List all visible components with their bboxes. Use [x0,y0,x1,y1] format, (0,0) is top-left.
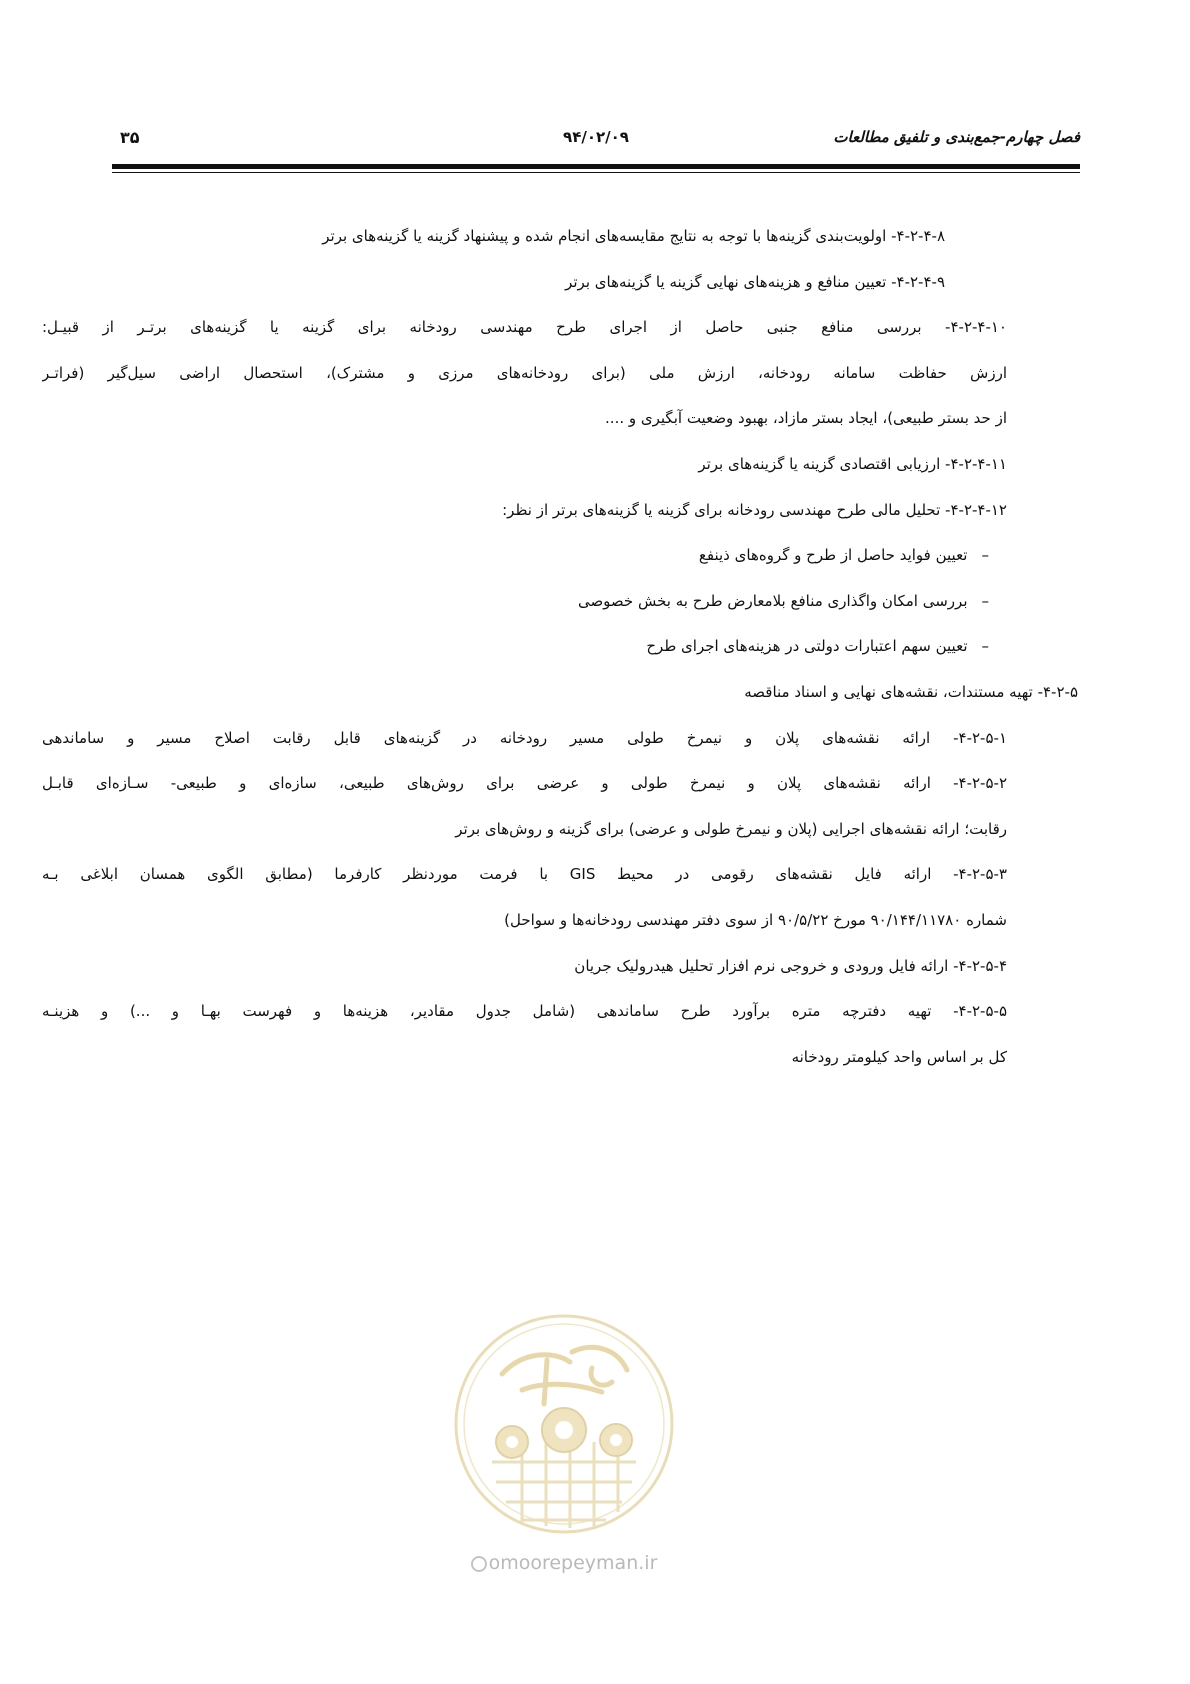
watermark-url [444,1552,684,1574]
bullet-dash: – [981,591,989,610]
item-4-2-5-3: ۴-۲-۵-۳- ارائه فایل نقشه‌های رقومی در محیط GIS با فرمت موردنظر کارفرما (مطابق الگوی همسان ابلاغی بـه [42,865,1007,884]
item-4-2-5-2: ۴-۲-۵-۲- ارائه نقشه‌های پلان و نیمرخ طولی و عرضی برای روش‌های طبیعی، سازه‌ای و طبیعی- سـازه‌ای قابـل [42,774,1007,793]
watermark-url-text: omoorepeyman.ir [488,1552,658,1574]
item-4-2-4-9: ۴-۲-۴-۹- تعیین منافع و هزینه‌های نهایی گزینه یا گزینه‌های برتر [565,272,945,291]
header-rule-thick [112,164,1080,169]
bullet-dash: – [981,546,989,565]
item-4-2-5-3-cont: شماره ۹۰/۱۴۴/۱۱۷۸۰ مورخ ۹۰/۵/۲۲ از سوی دفتر مهندسی رودخانه‌ها و سواحل) [504,910,1007,929]
item-4-2-5-1: ۴-۲-۵-۱- ارائه نقشه‌های پلان و نیمرخ طولی مسیر رودخانه در گزینه‌های قابل رقابت اصلاح مسیر و ساماندهی [42,728,1007,747]
item-4-2-4-11: ۴-۲-۴-۱۱- ارزیابی اقتصادی گزینه یا گزینه‌های برتر [698,454,1007,473]
item-4-2-5-5-cont: کل بر اساس واحد کیلومتر رودخانه [791,1047,1007,1066]
bullet-text: تعیین فواید حاصل از طرح و گروه‌های ذینفع [698,546,968,565]
item-4-2-4-12: ۴-۲-۴-۱۲- تحلیل مالی طرح مهندسی رودخانه برای گزینه یا گزینه‌های برتر از نظر: [502,500,1007,519]
item-4-2-4-10: ۴-۲-۴-۱۰- بررسی منافع جنبی حاصل از اجرای طرح مهندسی رودخانه برای گزینه یا گزینه‌های برتـر از قبیـل: [42,318,1007,337]
bullet-item [113,579,989,625]
watermark-seal-logo [452,1312,676,1536]
page-number: ۳۵ [120,128,140,147]
bullet-text: تعیین سهم اعتبارات دولتی در هزینه‌های اجرای طرح [646,637,968,656]
heading-4-2-5: ۴-۲-۵- تهیه مستندات، نقشه‌های نهایی و اسناد مناقصه [744,682,1078,701]
item-4-2-4-10-cont-1: ارزش حفاظت سامانه رودخانه، ارزش ملی (برای رودخانه‌های مرزی و مشترک)، استحصال اراضی سیل‌گیر (فراتـر [42,363,1007,382]
bullet-dash: – [981,637,989,656]
chapter-title: فصل چهارم-جمع‌بندی و تلفیق مطالعات [833,128,1080,146]
bullet-text: بررسی امکان واگذاری منافع بلامعارض طرح به بخش خصوصی [577,591,968,610]
header-rule-thin [112,172,1080,173]
web-icon [471,1556,487,1572]
page-header [112,128,1080,158]
body-text [42,214,1078,1080]
item-4-2-5-4: ۴-۲-۵-۴- ارائه فایل ورودی و خروجی نرم افزار تحلیل هیدرولیک جریان [574,956,1007,975]
bullet-item [113,533,989,579]
item-4-2-5-2-cont: رقابت؛ ارائه نقشه‌های اجرایی (پلان و نیمرخ طولی و عرضی) برای گزینه و روش‌های برتر [455,819,1007,838]
item-4-2-5-5: ۴-۲-۵-۵- تهیه دفترچه متره برآورد طرح ساماندهی (شامل جدول مقادیر، هزینه‌ها و فهرست بهـا و ...) و هزینـه [42,1002,1007,1021]
item-4-2-4-8: ۴-۲-۴-۸- اولویت‌بندی گزینه‌ها با توجه به نتایج مقایسه‌های انجام شده و پیشنهاد گزینه یا گزینه‌های برتر [322,227,945,245]
bullet-item [113,624,989,670]
header-date: ۹۴/۰۲/۰۹ [563,128,629,146]
item-4-2-4-10-cont-2: از حد بستر طبیعی)، ایجاد بستر مازاد، بهبود وضعیت آبگیری و .... [605,409,1007,428]
